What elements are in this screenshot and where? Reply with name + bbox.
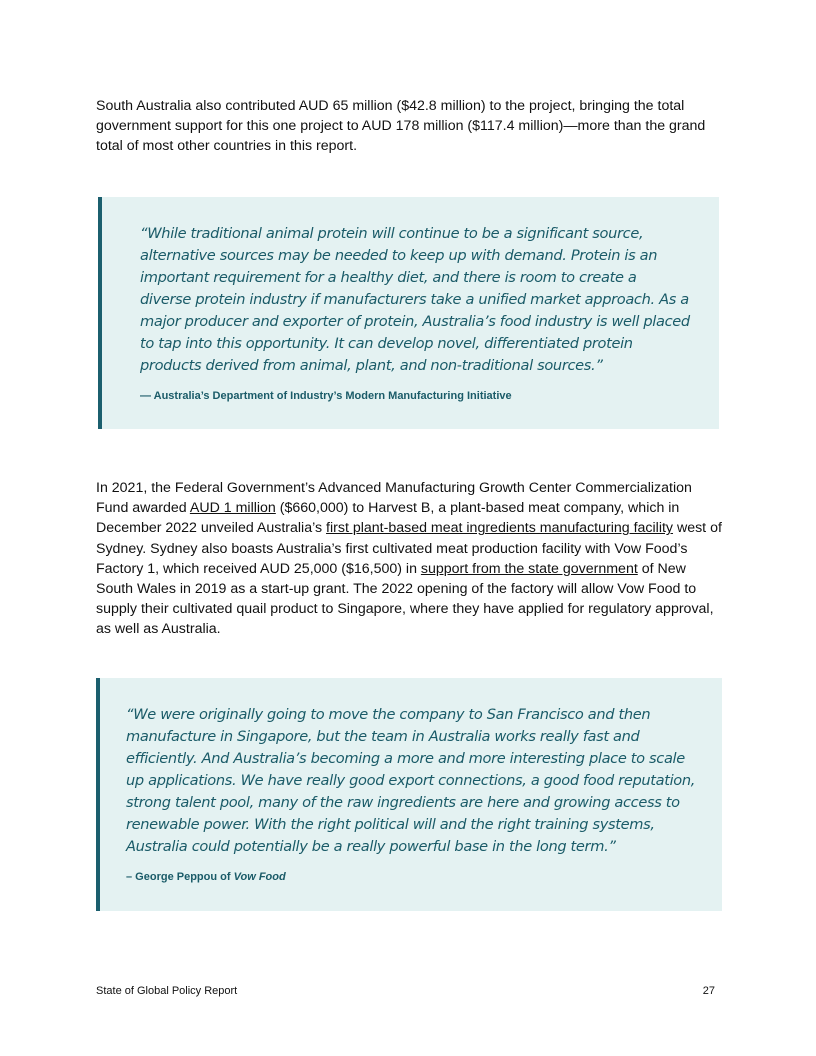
pull-quote-george-peppou xyxy=(96,678,722,911)
attribution-name: – George Peppou of xyxy=(126,871,234,883)
link-aud-1-million[interactable]: AUD 1 million xyxy=(189,500,276,517)
footer-title: State of Global Policy Report xyxy=(96,985,238,997)
quote-attribution: — Australia’s Department of Industry’s Modern Manufacturing Initiative xyxy=(140,390,512,402)
paragraph-text: of New South Wales in 2019 as a start-up grant. The 2022 opening of the factory will allow Vow Food to supply their cultivated quail product to Singapore, where they have applied for regulatory approval, as well as Australia. xyxy=(96,560,714,638)
quote-attribution xyxy=(126,870,696,884)
page-number: 27 xyxy=(702,985,715,997)
pull-quote-department-industry xyxy=(98,197,719,429)
body-paragraph-1: South Australia also contributed AUD 65 million ($42.8 million) to the project, bringing the total government support for this one project to AUD 178 million ($117.4 million)—more than the grand total of most other countries in this report. xyxy=(96,98,706,155)
paragraph-text: In 2021, the Federal Government’s Advanced Manufacturing Growth Center Commercialization Fund awarded xyxy=(96,480,692,517)
link-manufacturing-facility[interactable]: first plant-based meat ingredients manufacturing facility xyxy=(326,520,674,537)
attribution-company: Vow Food xyxy=(233,871,286,883)
body-paragraph-2 xyxy=(96,478,722,640)
paragraph-text: ($660,000) to Harvest B, a plant-based meat company, which in December 2022 unveiled Australia’s xyxy=(96,500,680,537)
quote-text: “While traditional animal protein will continue to be a significant source, alternative sources may be needed to keep up with demand. Protein is an important requirement for a healthy diet, and there is room to create a diverse protein industry if manufacturers take a unified market approach. As a major producer and exporter of protein, Australia’s food industry is well placed to tap into this opportunity. It can develop novel, differentiated protein products derived from animal, plant, and non-traditional sources.” xyxy=(140,225,690,374)
link-state-government-support[interactable]: support from the state government xyxy=(420,560,638,577)
paragraph-text: west of Sydney. Sydney also boasts Australia’s first cultivated meat production facility with Vow Food’s Factory 1, which received AUD 25,000 ($16,500) in xyxy=(96,520,722,577)
quote-text: “We were originally going to move the company to San Francisco and then manufacture in Singapore, but the team in Australia works really fast and efficiently. And Australia’s becoming a more and more interesting place to scale up applications. We have really good export connections, a good food reputation, strong talent pool, many of the raw ingredients are here and growing access to renewable power. With the right political will and the right training systems, Australia could potentially be a really powerful base in the long term.” xyxy=(126,706,696,855)
